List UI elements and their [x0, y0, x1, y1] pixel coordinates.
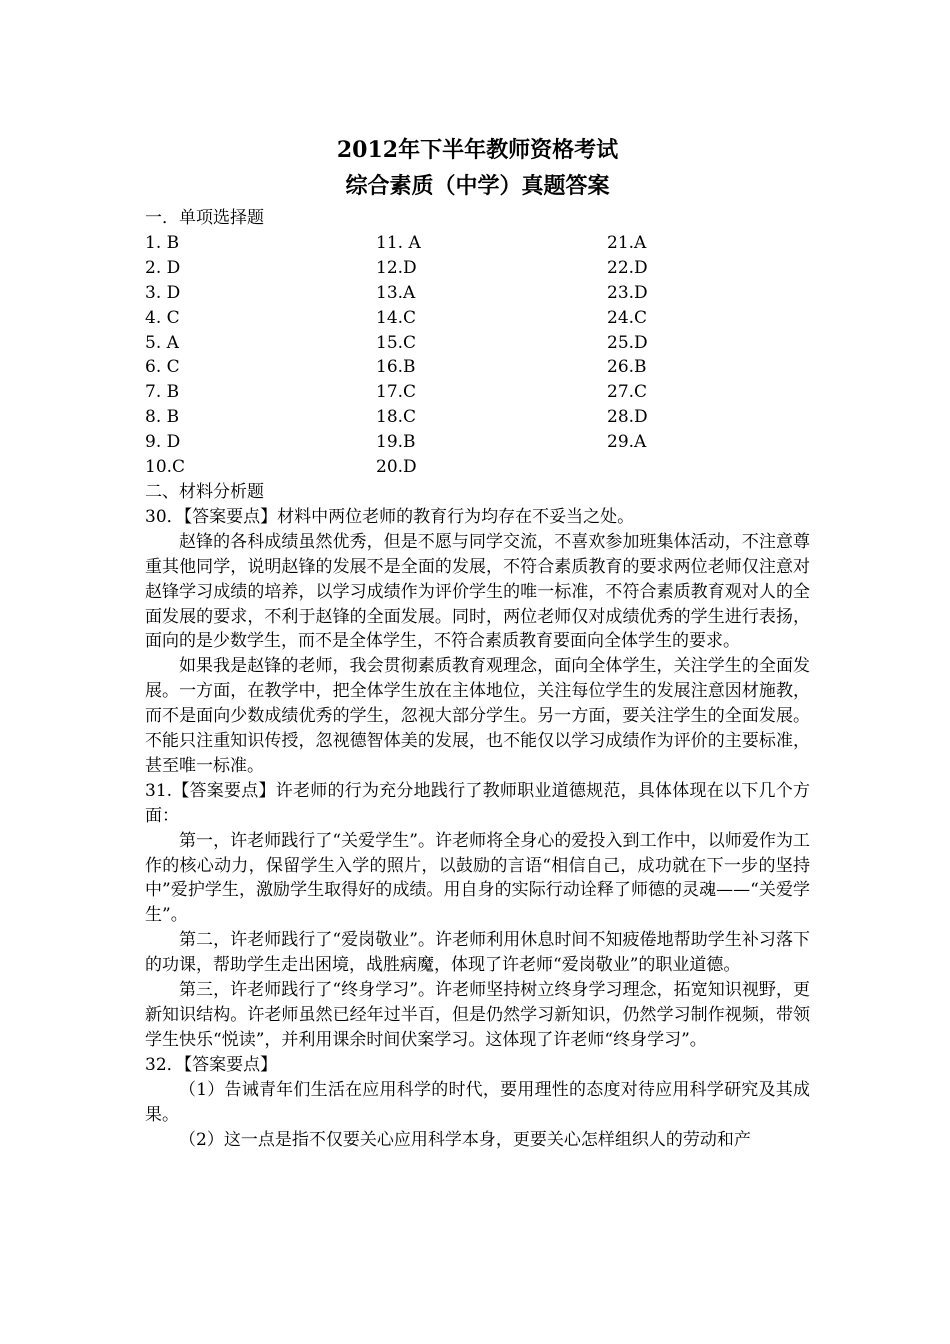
answer-cell: 3. D [145, 282, 181, 303]
answer-cell: 19.B [376, 432, 416, 453]
answer-cell: 25.D [607, 332, 648, 353]
answer-cell: 2. D [145, 257, 181, 278]
answer-cell [607, 455, 757, 480]
answer-cell: 22.D [607, 257, 648, 278]
answer-cell: 6. C [145, 357, 180, 378]
answer-row [145, 306, 810, 331]
answer-row [145, 380, 810, 405]
section-heading-material-analysis: 二、材料分析题 [145, 481, 264, 502]
q32-heading: 32．【答案要点】 [145, 1054, 278, 1075]
answer-row [145, 355, 810, 380]
answer-cell: 29.A [607, 432, 647, 453]
answer-cell: 14.C [376, 307, 417, 328]
answer-cell: 27.C [607, 382, 648, 403]
answer-cell: 12.D [376, 257, 417, 278]
q30-paragraph: 赵锋的各科成绩虽然优秀，但是不愿与同学交流，不喜欢参加班集体活动，不注意尊重其他同学，说明赵锋的发展不是全面的发展，不符合素质教育的要求两位老师仅注意对赵锋学习成绩的培养，以学习成绩作为评价学生的唯一标准，不符合素质教育观对人的全面发展的要求，不利于赵锋的全面发展。同时，两位老师仅对成绩优秀的学生进行表扬，面向的是少数学生，而不是全体学生，不符合素质教育要面向全体学生的要求。 [145, 531, 810, 652]
answer-row [145, 231, 810, 256]
answer-row [145, 405, 810, 430]
q31-paragraph: 第二，许老师践行了“爱岗敬业”。许老师利用休息时间不知疲倦地帮助学生补习落下的功课，帮助学生走出困境，战胜病魔，体现了许老师“爱岗敬业”的职业道德。 [145, 930, 810, 976]
answer-row [145, 430, 810, 455]
answer-row [145, 281, 810, 306]
q32-paragraph: （1）告诫青年们生活在应用科学的时代，要用理性的态度对待应用科学研究及其成果。 [145, 1079, 810, 1125]
q31-heading: 31.【答案要点】许老师的行为充分地践行了教师职业道德规范，具体体现在以下几个方面： [145, 780, 810, 826]
answer-cell: 7. B [145, 382, 180, 403]
answer-cell: 20.D [376, 457, 417, 478]
q30-heading: 30．【答案要点】材料中两位老师的教育行为均存在不妥当之处。 [145, 506, 635, 527]
answer-cell: 1. B [145, 232, 180, 253]
answer-cell: 15.C [376, 332, 417, 353]
answer-cell: 10.C [145, 457, 186, 478]
section-heading-multiple-choice: 一．单项选择题 [145, 208, 264, 228]
q30-paragraph: 如果我是赵锋的老师，我会贯彻素质教育观理念，面向全体学生，关注学生的全面发展。一方面，在教学中，把全体学生放在主体地位，关注每位学生的发展注意因材施教，而不是面向少数成绩优秀的学生，忽视大部分学生。另一方面，要关注学生的全面发展。不能只注重知识传授，忽视德智体美的发展，也不能仅以学习成绩作为评价的主要标准，甚至唯一标准。 [145, 656, 810, 776]
q32-paragraph: （2）这一点是指不仅要关心应用科学本身，更要关心怎样组织人的劳动和产 [179, 1129, 751, 1150]
answer-cell: 23.D [607, 282, 648, 303]
answer-row [145, 256, 810, 281]
q31-paragraph: 第三，许老师践行了“终身学习”。许老师坚持树立终身学习理念，拓宽知识视野，更新知识结构。许老师虽然已经年过半百，但是仍然学习新知识，仍然学习制作视频，带领学生快乐“悦读”，并利用课余时间伏案学习。这体现了许老师“终身学习”。 [145, 980, 810, 1050]
answer-cell: 16.B [376, 357, 416, 378]
answer-cell: 17.C [376, 382, 417, 403]
q31-paragraph: 第一，许老师践行了“关爱学生”。许老师将全身心的爱投入到工作中，以师爱作为工作的核心动力，保留学生入学的照片，以鼓励的言语“相信自己，成功就在下一步的坚持中”爱护学生，激励学生取得好的成绩。用自身的实际行动诠释了师德的灵魂——“关爱学生”。 [145, 830, 810, 926]
document-title-line2: 综合素质（中学）真题答案 [345, 173, 610, 199]
answer-row [145, 455, 810, 480]
answer-cell: 9. D [145, 432, 181, 453]
answer-cell: 8. B [145, 407, 180, 428]
document-title-line1: 2012年下半年教师资格考试 [336, 137, 619, 163]
answer-cell: 24.C [607, 307, 648, 328]
answer-document [145, 132, 810, 1152]
answer-cell: 5. A [145, 332, 179, 353]
answer-cell: 11. A [376, 232, 421, 253]
answer-grid [145, 231, 810, 480]
answer-row [145, 331, 810, 356]
answer-cell: 4. C [145, 307, 180, 328]
answer-cell: 26.B [607, 357, 647, 378]
answer-cell: 18.C [376, 407, 417, 428]
answer-cell: 28.D [607, 407, 648, 428]
answer-cell: 13.A [376, 282, 416, 303]
answer-cell: 21.A [607, 232, 647, 253]
